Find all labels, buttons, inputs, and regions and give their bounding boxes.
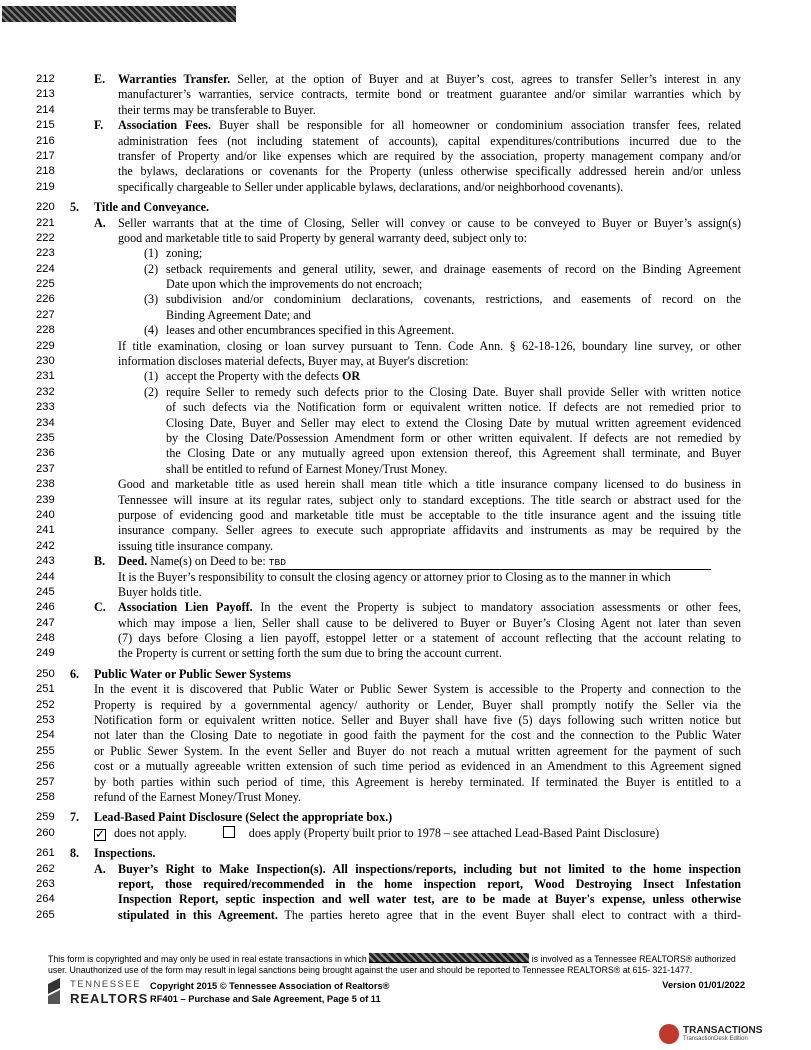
line-text: Tennessee will insure at its regular rates, subject only to standard exceptions. The title search or abstract used for the xyxy=(118,492,741,507)
line-number: 244 xyxy=(36,570,55,583)
line-text: the bylaws, declarations or covenants for the Property (unless otherwise specifically addressed herein and/or unless xyxy=(118,164,741,179)
line-text: Buyer holds title. xyxy=(118,584,202,599)
doc-line xyxy=(0,892,811,907)
line-text: Inspection Report, septic inspection and well water test, are to be made at Buyer's expense, unless otherwise xyxy=(118,892,741,907)
line-text: or Public Sewer System. In the event Seller and Buyer do not reach a mutual written agreement for the payment of such xyxy=(94,743,741,758)
line-number: 221 xyxy=(36,216,55,229)
line-number: 229 xyxy=(36,339,55,352)
doc-line xyxy=(0,308,811,323)
line-number: 265 xyxy=(36,908,55,921)
line-number: 249 xyxy=(36,647,55,660)
doc-line xyxy=(0,292,811,307)
line-number: 239 xyxy=(36,493,55,506)
copyright-block xyxy=(150,980,389,1006)
line-text: If title examination, closing or loan survey pursuant to Tenn. Code Ann. § 62-18-126, boundary line survey, or other xyxy=(118,338,741,353)
doc-line xyxy=(0,87,811,102)
line-number: 254 xyxy=(36,729,55,742)
line-number: 245 xyxy=(36,585,55,598)
section-label: 6. xyxy=(70,666,80,681)
line-text: not later than the Closing Date to negotiate in good faith the payment for the cost and the connection to the Public Water xyxy=(94,728,741,743)
notice-line-2: user. Unauthorized use of the form may result in legal sanctions being brought against the user and should be reported to Tennessee REALTORS® at 615- 321-1477. xyxy=(48,965,693,975)
section-label: F. xyxy=(94,118,104,133)
doc-line xyxy=(0,164,811,179)
line-text: cost or a mutually agreeable written extension of such time period as evidenced in an Amendment to this Agreement signed xyxy=(94,759,741,774)
doc-line xyxy=(0,446,811,461)
doc-line xyxy=(0,134,811,149)
line-number: 234 xyxy=(36,416,55,429)
section-label: 7. xyxy=(70,810,80,825)
section-label: (3) xyxy=(144,292,159,307)
copyright-notice xyxy=(48,953,763,976)
line-number: 223 xyxy=(36,247,55,260)
line-number: 236 xyxy=(36,447,55,460)
line-text: the Closing Date or any mutually agreed upon extension thereof, this Agreement shall terminate, and Buyer xyxy=(166,446,741,461)
line-text: Deed. Name(s) on Deed to be: TBD xyxy=(118,554,741,570)
deed-name-field[interactable]: TBD xyxy=(269,557,711,570)
line-number: 224 xyxy=(36,262,55,275)
transactions-circle-icon xyxy=(659,1024,679,1044)
doc-line xyxy=(0,570,811,585)
line-number: 213 xyxy=(36,88,55,101)
doc-line xyxy=(0,585,811,600)
line-text: their terms may be transferable to Buyer. xyxy=(118,102,316,117)
line-number: 261 xyxy=(36,847,55,860)
line-text: In the event it is discovered that Public Water or Public Sewer System is accessible to the Property and connection to the xyxy=(94,682,741,697)
doc-line xyxy=(0,713,811,728)
line-number: 251 xyxy=(36,683,55,696)
line-text: Good and marketable title as used herein shall mean title which a title insurance company licensed to do business in xyxy=(118,477,741,492)
doc-line xyxy=(0,149,811,164)
line-text: require Seller to remedy such defects prior to the Closing Date. Buyer shall provide Seller with written notice xyxy=(166,384,741,399)
doc-line xyxy=(0,369,811,384)
doc-line xyxy=(0,400,811,415)
doc-line xyxy=(0,682,811,697)
line-number: 227 xyxy=(36,308,55,321)
line-number: 242 xyxy=(36,539,55,552)
line-text: the Property is current or setting forth the sum due to bring the account current. xyxy=(118,646,502,661)
line-number: 217 xyxy=(36,149,55,162)
line-number: 238 xyxy=(36,478,55,491)
line-text: shall be entitled to refund of Earnest Money/Trust Money. xyxy=(166,461,448,476)
line-text xyxy=(94,826,741,841)
line-number: 260 xyxy=(36,826,55,839)
doc-line xyxy=(0,200,811,215)
lead-paint-option-1: does not apply. xyxy=(114,825,187,840)
section-label: (1) xyxy=(144,246,159,261)
doc-line xyxy=(0,877,811,892)
doc-line xyxy=(0,508,811,523)
line-number: 255 xyxy=(36,744,55,757)
section-label: B. xyxy=(94,554,106,569)
notice-text-2: is involved as a Tennessee REALTORS® authorized xyxy=(529,954,736,964)
line-text: Public Water or Public Sewer Systems xyxy=(94,666,291,681)
line-number: 216 xyxy=(36,134,55,147)
line-number: 214 xyxy=(36,103,55,116)
doc-line xyxy=(0,216,811,231)
section-label: A. xyxy=(94,215,106,230)
section-label: 8. xyxy=(70,846,80,861)
doc-line xyxy=(0,539,811,554)
line-text: Property is required by a governmental agency/ authority or Lender, Buyer shall promptly notify the Seller via the xyxy=(94,697,741,712)
section-label: (2) xyxy=(144,384,159,399)
doc-line xyxy=(0,431,811,446)
line-number: 257 xyxy=(36,775,55,788)
line-text: of such defects via the Notification form or equivalent written notice. If defects are not remedied prior to xyxy=(166,400,741,415)
doc-line xyxy=(0,180,811,195)
line-text: Title and Conveyance. xyxy=(94,200,210,215)
copyright-text: Copyright 2015 © Tennessee Association of Realtors® xyxy=(150,981,390,991)
doc-line xyxy=(0,262,811,277)
line-number: 235 xyxy=(36,431,55,444)
line-number: 230 xyxy=(36,355,55,368)
line-text: by the Closing Date/Possession Amendment form or other written equivalent. If defects are not remedied by xyxy=(166,430,741,445)
doc-line xyxy=(0,616,811,631)
doc-line xyxy=(0,462,811,477)
doc-line xyxy=(0,600,811,615)
section-label: (1) xyxy=(144,369,159,384)
realtors-mark-icon xyxy=(48,978,68,1004)
transactions-logo xyxy=(659,1024,763,1046)
section-label: (2) xyxy=(144,261,159,276)
line-number: 243 xyxy=(36,555,55,568)
notice-text: This form is copyrighted and may only be used in real estate transactions in which xyxy=(48,954,370,964)
line-number: 248 xyxy=(36,632,55,645)
doc-line xyxy=(0,826,811,841)
line-number: 250 xyxy=(36,667,55,680)
line-number: 247 xyxy=(36,616,55,629)
doc-line xyxy=(0,323,811,338)
section-label: (4) xyxy=(144,323,159,338)
line-text: Association Fees. Buyer shall be responsible for all homeowner or condominium association transfer fees, related xyxy=(118,118,741,133)
line-text: specifically chargeable to Seller under applicable bylaws, declarations, and/or neighborhood covenants). xyxy=(118,179,624,194)
redacted-header xyxy=(2,6,236,22)
doc-line xyxy=(0,477,811,492)
doc-line xyxy=(0,246,811,261)
line-text: subdivision and/or condominium declarations, covenants, restrictions, and easements of record on the xyxy=(166,292,741,307)
doc-line xyxy=(0,231,811,246)
line-number: 252 xyxy=(36,698,55,711)
doc-line xyxy=(0,728,811,743)
line-text: accept the Property with the defects OR xyxy=(166,369,361,384)
doc-line xyxy=(0,103,811,118)
line-number: 231 xyxy=(36,370,55,383)
line-text: good and marketable title to said Property by general warranty deed, subject only to: xyxy=(118,230,528,245)
line-number: 237 xyxy=(36,462,55,475)
line-text: Inspections. xyxy=(94,846,156,861)
doc-line xyxy=(0,810,811,825)
line-number: 225 xyxy=(36,278,55,291)
document-body xyxy=(0,72,811,923)
doc-line xyxy=(0,554,811,569)
line-text: stipulated in this Agreement. The parties hereto agree that in the event Buyer shall elect to contract with a third- xyxy=(118,907,741,922)
line-text: Warranties Transfer. Seller, at the option of Buyer and at Buyer’s cost, agrees to transfer Seller’s interest in any xyxy=(118,72,741,86)
doc-line xyxy=(0,646,811,661)
doc-line xyxy=(0,698,811,713)
line-number: 246 xyxy=(36,601,55,614)
line-number: 212 xyxy=(36,73,55,85)
doc-line xyxy=(0,759,811,774)
line-number: 258 xyxy=(36,790,55,803)
doc-line xyxy=(0,277,811,292)
line-text: zoning; xyxy=(166,246,203,261)
doc-line xyxy=(0,862,811,877)
doc-line xyxy=(0,775,811,790)
line-number: 263 xyxy=(36,877,55,890)
redacted-licensee xyxy=(369,953,529,963)
doc-line xyxy=(0,354,811,369)
line-number: 218 xyxy=(36,165,55,178)
line-text: information discloses material defects, Buyer may, at Buyer's discretion: xyxy=(118,354,469,369)
doc-line xyxy=(0,72,811,87)
line-text: by both parties within such period of time, this Agreement is hereby terminated. If terminated the Buyer is entitled to a xyxy=(94,774,741,789)
section-label: 5. xyxy=(70,200,80,215)
doc-line xyxy=(0,667,811,682)
version-label: Version 01/01/2022 xyxy=(662,980,745,990)
section-label: C. xyxy=(94,600,106,615)
line-number: 233 xyxy=(36,401,55,414)
tennessee-realtors-logo xyxy=(48,978,149,1006)
lead-paint-not-apply-checkbox[interactable]: ✓ xyxy=(95,826,106,841)
line-number: 259 xyxy=(36,811,55,824)
line-text: Date upon which the improvements do not encroach; xyxy=(166,277,423,292)
lead-paint-option-2: does apply (Property built prior to 1978 – see attached Lead-Based Paint Disclosure) xyxy=(248,825,660,840)
line-text: transfer of Property and/or like expenses which are required by the association, property management company and/or xyxy=(118,148,741,163)
line-text: Closing Date, Buyer and Seller may elect to extend the Closing Date by mutual written agreement evidenced xyxy=(166,415,741,430)
line-number: 240 xyxy=(36,508,55,521)
transactions-title: TRANSACTIONS xyxy=(683,1025,763,1036)
section-label: E. xyxy=(94,72,106,86)
line-text: report, those required/recommended in the home inspection report, Wood Destroying Insect Infestation xyxy=(118,876,741,891)
line-number: 219 xyxy=(36,180,55,193)
doc-line xyxy=(0,118,811,133)
line-text: purpose of evidencing good and marketable title must be acceptable to the title insurance agent and the issuing title xyxy=(118,507,741,522)
doc-line xyxy=(0,790,811,805)
line-number: 222 xyxy=(36,231,55,244)
transactions-subtitle: TransactionDesk Edition xyxy=(683,1036,748,1042)
line-number: 253 xyxy=(36,714,55,727)
line-text: Notification form or equivalent written notice. Seller and Buyer shall have five (5) days following such written notice but xyxy=(94,713,741,728)
line-number: 262 xyxy=(36,862,55,875)
logo-line-1: TENNESSEE xyxy=(70,979,142,990)
line-number: 215 xyxy=(36,119,55,132)
line-text: administration fees (not including statement of accounts), capital expenditures/contributions incurred due to the xyxy=(118,133,741,148)
doc-line xyxy=(0,908,811,923)
doc-line xyxy=(0,416,811,431)
line-text: manufacturer’s warranties, service contracts, termite bond or treatment guarantee and/or similar warranties which by xyxy=(118,87,741,102)
line-text: refund of the Earnest Money/Trust Money. xyxy=(94,789,302,804)
line-text: leases and other encumbrances specified in this Agreement. xyxy=(166,323,455,338)
line-text: Buyer’s Right to Make Inspection(s). All inspections/reports, including but not limited to the home inspection xyxy=(118,861,741,876)
line-number: 228 xyxy=(36,324,55,337)
line-text: Binding Agreement Date; and xyxy=(166,307,311,322)
doc-line xyxy=(0,385,811,400)
doc-line xyxy=(0,846,811,861)
lead-paint-apply-checkbox[interactable] xyxy=(223,826,235,838)
doc-line xyxy=(0,523,811,538)
line-number: 264 xyxy=(36,893,55,906)
line-text: (7) days before Closing a lien payoff, estoppel letter or a statement of account reflecting that the account relating to xyxy=(118,631,741,646)
doc-line xyxy=(0,493,811,508)
line-text: Lead-Based Paint Disclosure (Select the appropriate box.) xyxy=(94,810,393,825)
logo-line-2: REALTORS xyxy=(70,991,149,1006)
line-number: 241 xyxy=(36,524,55,537)
doc-line xyxy=(0,631,811,646)
line-number: 256 xyxy=(36,760,55,773)
line-text: Seller warrants that at the time of Closing, Seller will convey or cause to be conveyed to Buyer or Buyer’s assign(s) xyxy=(118,215,741,230)
form-name: RF401 – Purchase and Sale Agreement, Page 5 of 11 xyxy=(150,994,381,1004)
doc-line xyxy=(0,744,811,759)
line-number: 232 xyxy=(36,385,55,398)
line-text: Association Lien Payoff. In the event the Property is subject to mandatory association assessments or other fees, xyxy=(118,600,741,615)
line-number: 226 xyxy=(36,293,55,306)
line-text: which may impose a lien, Seller shall cause to be delivered to Buyer or Buyer’s Closing Agent not later than seven xyxy=(118,615,741,630)
line-text: issuing title insurance company. xyxy=(118,538,274,553)
line-text: It is the Buyer’s responsibility to consult the closing agency or attorney prior to Closing as to the manner in which xyxy=(118,569,671,584)
line-number: 220 xyxy=(36,201,55,214)
doc-line xyxy=(0,339,811,354)
line-text: setback requirements and general utility, sewer, and drainage easements of record on the Binding Agreement xyxy=(166,261,741,276)
line-text: insurance company. Seller agrees to execute such appropriate affidavits and instruments as may be required by the xyxy=(118,523,741,538)
section-label: A. xyxy=(94,861,106,876)
